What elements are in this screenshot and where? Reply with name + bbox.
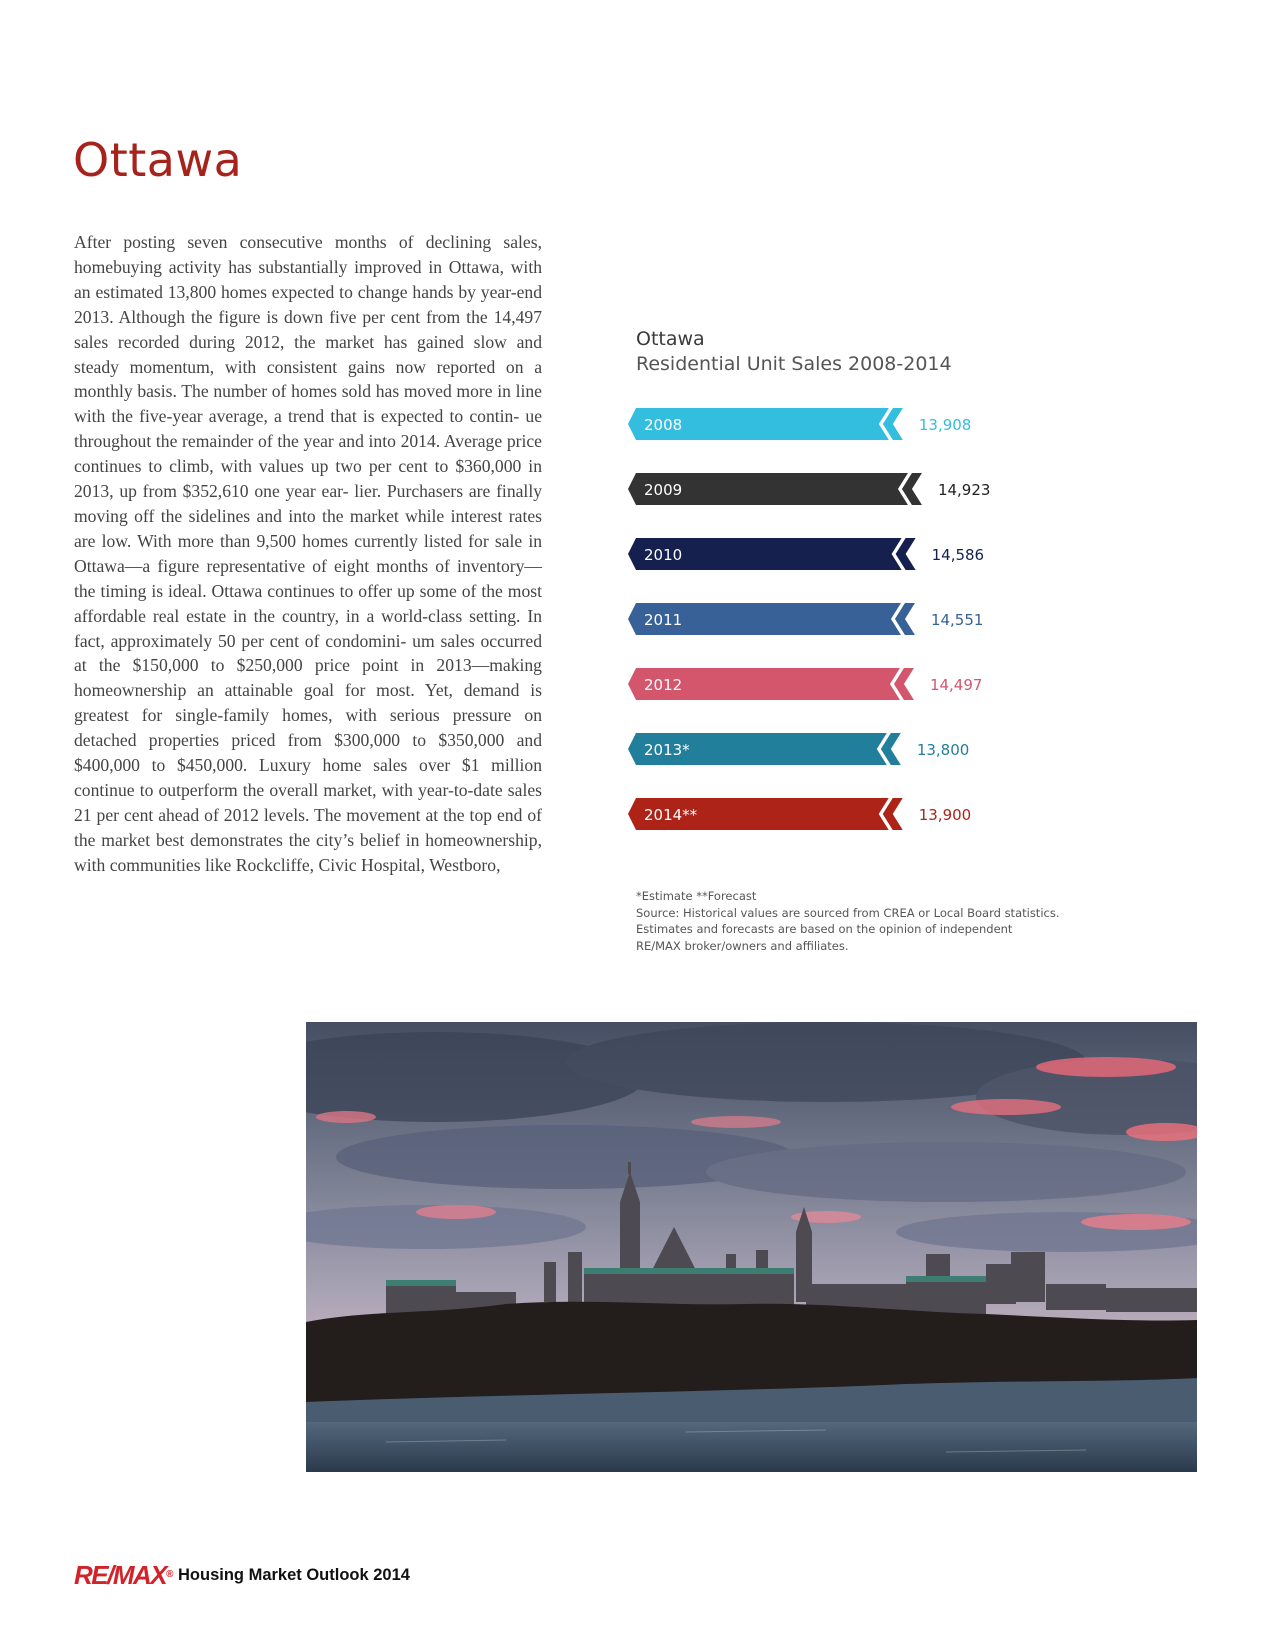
category-label: 2011 <box>644 611 683 629</box>
article-line: 2012 levels. The movement at the top end of the market <box>74 804 542 850</box>
article-body <box>74 230 542 878</box>
category-label: 2009 <box>644 481 683 499</box>
article-line: Average price continues to climb, with values up two per <box>74 431 542 477</box>
article-line: lier. Purchasers are finally moving off the sidelines and <box>74 481 543 526</box>
remax-logo-text: RE/MAX <box>74 1560 167 1590</box>
value-label: 14,551 <box>930 611 984 629</box>
article-line: in Ottawa, with an estimated 13,800 homes expected to <box>74 256 543 302</box>
article-line: cent to $360,000 in 2013, up from $352,610 one year ear- <box>74 456 542 502</box>
value-label: 14,497 <box>929 676 983 694</box>
ottawa-skyline-photo <box>306 1022 1197 1472</box>
article-line: best demonstrates the city’s belief in homeownership, with <box>74 829 542 875</box>
article-line: ue throughout the remainder of the year and into 2014. <box>74 406 543 452</box>
value-label: 13,800 <box>916 741 970 759</box>
article-line: The number of homes sold has moved more in line with <box>74 381 542 427</box>
footnote-affiliates: RE/MAX broker/owners and affiliates. <box>636 938 849 953</box>
bar-row <box>628 733 969 765</box>
bar-row <box>628 603 983 635</box>
value-label: 14,586 <box>931 546 985 564</box>
article-line: most affordable real estate in the country, in a world-class <box>74 580 542 626</box>
category-label: 2012 <box>644 676 683 694</box>
article-line: into the market while interest rates are low. With more <box>74 505 542 551</box>
footnote-source: Source: Historical values are sourced from CREA or Local Board statistics. <box>636 905 1060 920</box>
chart-subtitle: Residential Unit Sales 2008-2014 <box>636 353 952 375</box>
article-line: the five-year average, a trend that is expected to contin- <box>111 406 520 427</box>
article-line: in 2013—making homeownership an attainable goal for <box>74 655 542 701</box>
article-line: home sales over $1 million continue to outperform the <box>74 755 542 800</box>
value-label: 13,908 <box>918 416 972 434</box>
publication-title: Housing Market Outlook 2014 <box>178 1566 410 1584</box>
category-label: 2014** <box>644 806 698 824</box>
article-line: with serious pressure on detached properties priced from <box>74 705 542 751</box>
article-line: communities like Rockcliffe, Civic Hospital, Westboro, <box>109 854 501 875</box>
article-line: overall market, with year-to-date sales 21 per cent ahead of <box>74 779 542 825</box>
article-line: than 9,500 homes currently listed for sale in Ottawa—a <box>74 530 542 576</box>
article-line: down five per cent from the 14,497 sales recorded during <box>74 306 542 352</box>
article-line: um sales occurred at the $150,000 to $250,000 price point <box>74 630 543 676</box>
category-label: 2010 <box>644 546 683 564</box>
bar-row <box>628 473 990 505</box>
registered-mark: ® <box>166 1569 174 1580</box>
bar-arrow-tip <box>896 538 916 570</box>
bar-row <box>628 538 984 570</box>
article-line: setting. In fact, approximately 50 per cent of condomini- <box>74 605 542 651</box>
footnote-estimates: Estimates and forecasts are based on the opinion of independent <box>636 922 1013 936</box>
page-title: Ottawa <box>73 133 243 187</box>
value-label: 13,900 <box>918 806 972 824</box>
chart-footnote <box>636 888 1060 954</box>
article-line: figure representative of eight months of inventory—the <box>74 555 543 601</box>
article-line: $300,000 to $350,000 and $400,000 to $450,000. Luxury <box>74 730 542 776</box>
article-line: 2012, the market has gained slow and steady momentum, <box>74 331 542 377</box>
article-line: timing is ideal. Ottawa continues to offer up some of the <box>100 580 503 601</box>
chart-title: Ottawa <box>636 328 705 350</box>
bar-row <box>628 668 982 700</box>
category-label: 2013* <box>644 741 690 759</box>
article-line: sales, homebuying activity has substantially improved <box>74 232 542 277</box>
value-label: 14,923 <box>937 481 991 499</box>
article-line: with consistent gains now reported on a monthly basis. <box>74 356 543 402</box>
bar-row <box>628 408 971 440</box>
remax-logo <box>74 1560 174 1590</box>
residential-sales-chart <box>620 400 1040 840</box>
bar-row <box>628 798 971 830</box>
article-line: most. Yet, demand is greatest for single-family homes, <box>74 680 542 726</box>
footnote-legend: *Estimate **Forecast <box>636 889 757 903</box>
article-line: After posting seven consecutive months of declining <box>74 232 492 252</box>
category-label: 2008 <box>644 416 683 434</box>
article-line: change hands by year-end 2013. Although the figure is <box>74 281 542 327</box>
